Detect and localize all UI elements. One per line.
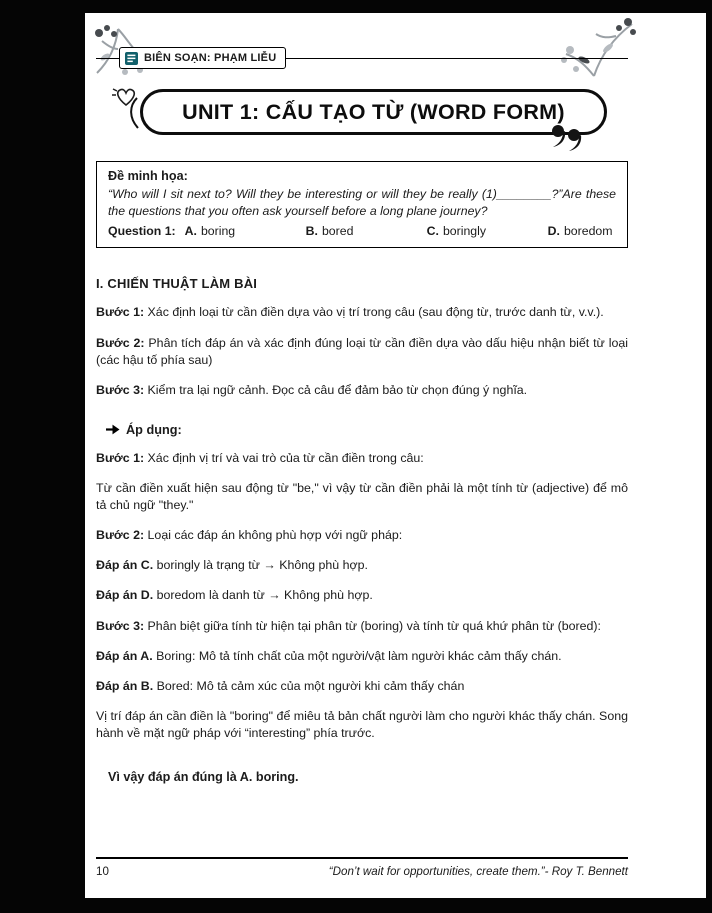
example-box-heading: Đề minh họa: — [108, 169, 188, 183]
apply-para-2: Từ cần điền xuất hiện sau động từ "be," vì vậy từ cần điền phải là một tính từ (adjective) để mô tả chủ ngữ "they." — [96, 480, 628, 513]
page-number: 10 — [96, 865, 109, 878]
apply-para-7: Đáp án A. Boring: Mô tả tính chất của một người/vật làm người khác cảm thấy chán. — [96, 648, 562, 663]
unit-title: UNIT 1: CẤU TẠO TỪ (WORD FORM) — [140, 89, 607, 135]
option-c-letter: C. — [426, 224, 439, 239]
option-b — [306, 224, 427, 238]
unit-banner — [140, 89, 607, 135]
apply-para-9: Vị trí đáp án cần điền là "boring" để miêu tả bản chất người làm cho người khác thấy chán. Song hành về mặt ngữ pháp với “interesting” phía trước. — [96, 708, 628, 740]
strategy-heading: I. CHIẾN THUẬT LÀM BÀI — [96, 276, 258, 292]
example-question-box — [96, 161, 628, 248]
apply-para-3: Bước 2: Loại các đáp án không phù hợp với ngữ pháp: — [96, 528, 403, 543]
option-a-text: boring — [200, 224, 236, 239]
option-d-letter: D. — [547, 224, 560, 239]
option-a — [185, 224, 306, 238]
example-passage: “Who will I sit next to? Will they be interesting or will they be really (1)________?”Are these the questions that you often ask yourself before a long plane journey? — [108, 187, 616, 219]
apply-para-5: Đáp án D. boredom là danh từ → Không phù hợp. — [96, 588, 373, 603]
option-b-text: bored — [321, 224, 354, 239]
conclusion-statement: Vì vậy đáp án đúng là A. boring. — [108, 770, 299, 785]
editor-badge — [119, 47, 286, 69]
question-label: Question 1: — [108, 224, 176, 239]
apply-heading-label: Áp dụng: — [126, 422, 182, 437]
page-footer — [96, 857, 628, 878]
option-a-letter: A. — [184, 224, 197, 239]
editor-label: BIÊN SOẠN: PHẠM LIỄU — [144, 52, 277, 64]
step-lead: Bước 3: — [96, 382, 145, 397]
arrow-right-icon — [106, 424, 120, 435]
banner-arc-doodle — [127, 96, 141, 130]
apply-para-1: Bước 1: Xác định vị trí và vai trò của từ cần điền trong câu: — [96, 450, 424, 465]
apply-heading — [106, 423, 628, 437]
apply-para-4: Đáp án C. boringly là trạng từ → Không phù hợp. — [96, 558, 368, 573]
apply-para-6: Bước 3: Phân biệt giữa tính từ hiện tại phân từ (boring) và tính từ quá khứ phân từ (bored): — [96, 618, 601, 633]
footer-quote: “Don’t wait for opportunities, create them.”- Roy T. Bennett — [328, 865, 628, 878]
strategy-step-3: Bước 3: Kiểm tra lại ngữ cảnh. Đọc cả câu để đảm bảo từ chọn đúng ý nghĩa. — [96, 382, 528, 397]
book-icon — [124, 51, 139, 66]
quote-marks-doodle — [549, 123, 589, 155]
strategy-step-2: Bước 2: Phân tích đáp án và xác định đúng loại từ cần điền dựa vào dấu hiệu nhận biết từ loại (các hậu tố phía sau) — [96, 335, 628, 367]
step-lead: Bước 1: — [96, 305, 145, 320]
option-c — [427, 224, 548, 238]
option-d — [548, 224, 613, 238]
step-lead: Bước 2: — [96, 335, 145, 350]
question-row — [108, 224, 616, 238]
option-c-text: boringly — [442, 224, 487, 239]
option-d-text: boredom — [563, 224, 613, 239]
strategy-step-1: Bước 1: Xác định loại từ cần điền dựa vào vị trí trong câu (sau động từ, trước danh từ, v.v.). — [96, 305, 604, 320]
page-sheet — [85, 13, 706, 898]
header-row — [85, 49, 706, 69]
option-b-letter: B. — [305, 224, 318, 239]
apply-para-8: Đáp án B. Bored: Mô tả cảm xúc của một người khi cảm thấy chán — [96, 678, 465, 693]
